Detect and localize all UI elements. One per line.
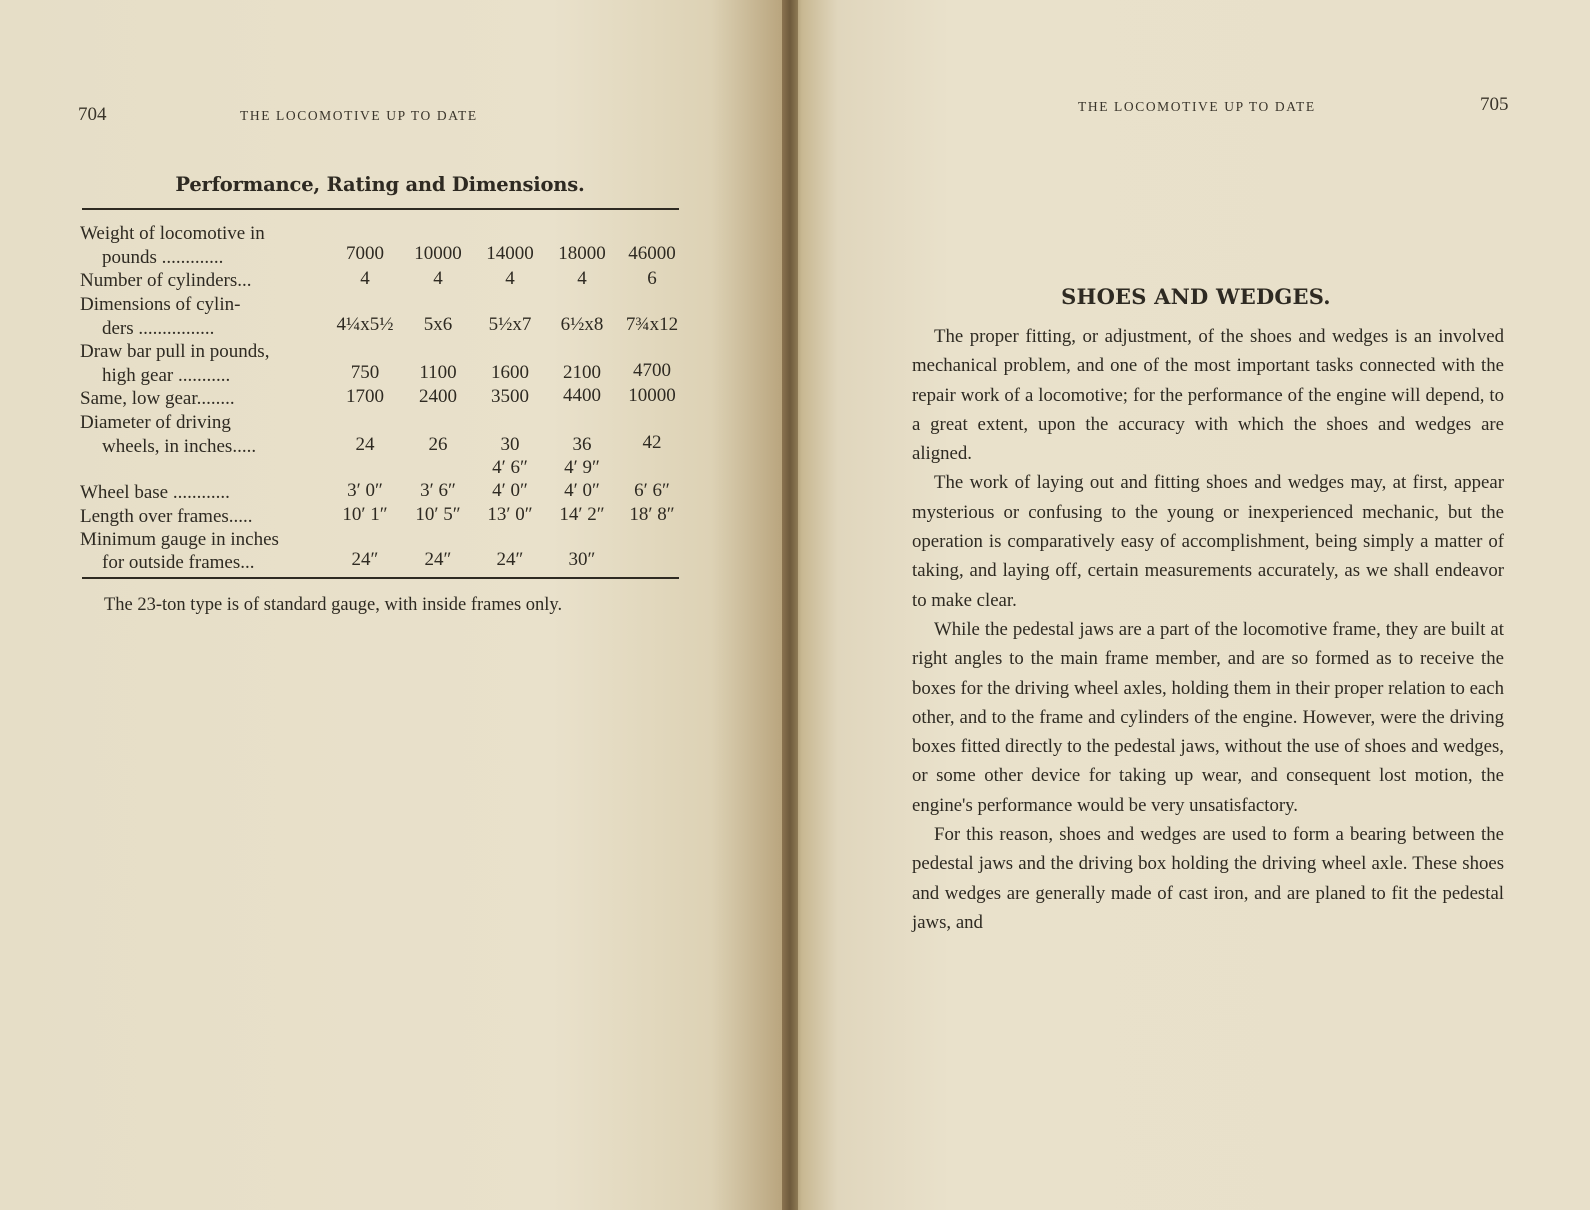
table-cell: 750 xyxy=(350,362,380,383)
table-title: Performance, Rating and Dimensions. xyxy=(175,173,585,196)
table-cell: 3′ 6″ xyxy=(420,480,456,501)
table-cell: 4 xyxy=(360,268,370,289)
table-cell: 6½x8 xyxy=(560,314,604,335)
table-cell: 4 xyxy=(433,268,443,289)
table-cell: 10′ 5″ xyxy=(415,504,461,525)
table-cell: 18′ 8″ xyxy=(629,504,675,525)
table-cell: 10000 xyxy=(628,385,676,406)
table-cell: 5½x7 xyxy=(488,314,532,335)
table-cell: 4 xyxy=(577,268,587,289)
table-cell: 13′ 0″ xyxy=(487,504,533,525)
table-cell: 1100 xyxy=(419,362,457,383)
table-cell: 46000 xyxy=(628,243,676,264)
table-cell: 7¾x12 xyxy=(625,314,679,335)
page-number-right: 705 xyxy=(1480,94,1509,115)
table-cell: 6 xyxy=(647,268,657,289)
table-cell: 24″ xyxy=(496,549,524,570)
table-cell: 4′ 9″ xyxy=(564,457,600,478)
paragraph: For this reason, shoes and wedges are used to form a bearing between the pedestal jaws and the driving box holding the driving wheel axle. These shoes and wedges are generally made of cast iron, and are planed to fit the pedestal jaws, and xyxy=(912,824,1504,933)
table-cell: 6′ 6″ xyxy=(634,480,670,501)
table-cell: 30 xyxy=(500,434,520,455)
row-label: Wheel base ............ xyxy=(80,482,230,503)
row-label: Draw bar pull in pounds, xyxy=(80,341,270,362)
table-cell: 5x6 xyxy=(423,314,453,335)
table-cell: 4′ 6″ xyxy=(492,457,528,478)
paragraph: While the pedestal jaws are a part of the locomotive frame, they are built at right angles to the main frame member, and are so formed as to receive the boxes for the driving wheel axles, holding them in their proper relation to each other, and to the frame and cylinders of the engine. However, were the driving boxes fitted directly to the pedestal jaws, without the use of shoes and wedges, or some other device for taking up wear, and consequent lost motion, the engine's performance would be very unsatisfactory. xyxy=(912,618,1504,816)
row-label: ders ................ xyxy=(102,318,215,339)
table-cell: 2100 xyxy=(563,362,601,383)
table-cell: 24 xyxy=(355,434,375,455)
table-cell: 3500 xyxy=(491,386,529,407)
table-cell: 4400 xyxy=(563,385,601,406)
paragraph: The work of laying out and fitting shoes and wedges may, at first, appear mysterious or confusing to the young or inexperienced mechanic, but the operation is comparatively easy of accomplishment, being simply a matter of taking, and laying off, certain measurements accurately, as we shall endeavor to make clear. xyxy=(912,472,1504,611)
paragraph: The proper fitting, or adjustment, of the shoes and wedges is an involved mechanical problem, and one of the most important tasks connected with the repair work of a locomotive; for the performance of the engine will depend, to a great extent, upon the accuracy with which the shoes and wedges are aligned. xyxy=(912,326,1504,465)
table-cell: 4′ 0″ xyxy=(492,480,528,501)
table-cell: 1700 xyxy=(346,386,384,407)
section-title: SHOES AND WEDGES. xyxy=(1061,284,1331,309)
table-cell: 24″ xyxy=(351,549,379,570)
row-label: Length over frames..... xyxy=(80,506,253,527)
row-label: wheels, in inches..... xyxy=(102,436,257,457)
table-cell: 4 xyxy=(505,268,515,289)
table-cell: 14000 xyxy=(486,243,534,264)
row-label: Number of cylinders... xyxy=(80,270,252,291)
book-gutter xyxy=(782,0,798,1210)
body-text xyxy=(912,322,1504,937)
table-cell: 10′ 1″ xyxy=(342,504,388,525)
table-cell: 36 xyxy=(572,434,592,455)
row-label: pounds ............. xyxy=(102,247,224,268)
row-label: Same, low gear........ xyxy=(80,388,235,409)
table-cell: 4′ 0″ xyxy=(564,480,600,501)
row-label: Diameter of driving xyxy=(80,412,231,433)
table-cell: 24″ xyxy=(424,549,452,570)
table-cell: 7000 xyxy=(346,243,384,264)
table-cell: 4700 xyxy=(633,360,671,381)
table-cell: 26 xyxy=(428,434,448,455)
table-cell: 18000 xyxy=(558,243,606,264)
running-head-right: THE LOCOMOTIVE UP TO DATE xyxy=(1078,99,1316,114)
table-cell: 42 xyxy=(642,432,662,453)
table-cell: 3′ 0″ xyxy=(347,480,383,501)
left-page xyxy=(0,0,790,1210)
running-head-left: THE LOCOMOTIVE UP TO DATE xyxy=(240,108,478,123)
table-cell: 4¼x5½ xyxy=(336,314,394,335)
table-cell: 14′ 2″ xyxy=(559,504,605,525)
table-cell: 1600 xyxy=(491,362,529,383)
page-number-left: 704 xyxy=(78,104,107,125)
row-label: Weight of locomotive in xyxy=(80,223,265,244)
table-top-rule xyxy=(82,208,679,210)
table-cell: 10000 xyxy=(414,243,462,264)
table-bottom-rule xyxy=(82,577,679,579)
table-cell: 30″ xyxy=(568,549,596,570)
row-label: for outside frames... xyxy=(102,552,255,573)
row-label: Dimensions of cylin- xyxy=(80,294,241,315)
table-footnote: The 23-ton type is of standard gauge, with inside frames only. xyxy=(104,595,563,615)
row-label: high gear ........... xyxy=(102,365,231,386)
table-cell: 2400 xyxy=(419,386,457,407)
row-label: Minimum gauge in inches xyxy=(80,529,279,550)
